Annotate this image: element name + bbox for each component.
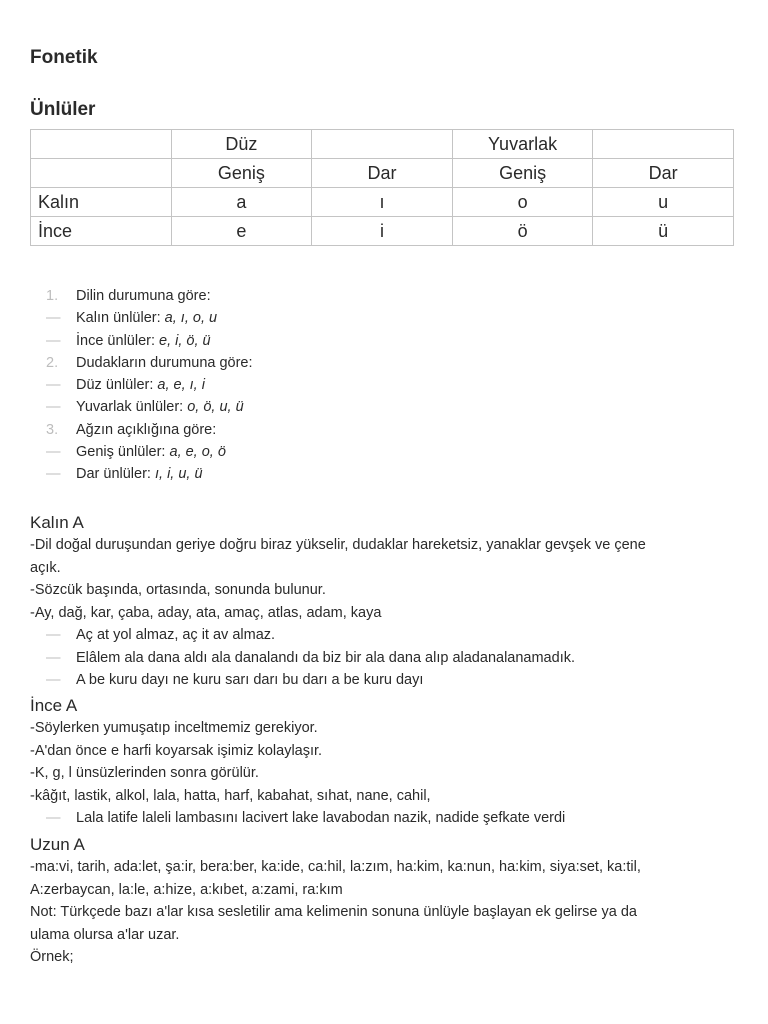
table-cell: ü — [593, 217, 734, 246]
section-kalin-a — [30, 512, 742, 692]
paragraph-line: -Ay, dağ, kar, çaba, aday, ata, amaç, atlas, adam, kaya — [30, 604, 382, 621]
vowel-table — [30, 129, 734, 246]
paragraph-line: -A'dan önce e harfi koyarsak işimiz kolaylaşır. — [30, 742, 323, 759]
table-cell: a — [171, 188, 312, 217]
section-heading: Ünlüler — [30, 99, 96, 120]
table-cell: i — [312, 217, 453, 246]
table-row — [31, 217, 734, 246]
page-title: Fonetik — [30, 47, 98, 68]
dash-marker: — — [46, 310, 61, 327]
paragraph-line: A:zerbaycan, la:le, a:hize, a:kıbet, a:zami, ra:kım — [30, 881, 343, 898]
paragraph-line: -Sözcük başında, ortasında, sonunda bulunur. — [30, 582, 326, 598]
dash-marker: — — [46, 672, 61, 688]
table-row — [31, 188, 734, 217]
dash-marker: — — [46, 649, 61, 666]
dash-marker: — — [46, 466, 61, 483]
dash-marker: — — [46, 399, 61, 416]
dash-marker: — — [46, 627, 61, 643]
table-cell — [31, 159, 172, 188]
list-item: — Lala latife laleli lambasını lacivert lake lavabodan nazik, nadide şefkate verdi — [30, 807, 742, 830]
vowel-classification-list — [30, 285, 253, 486]
list-item: — A be kuru dayı ne kuru sarı darı bu darı a be kuru dayı — [30, 669, 742, 692]
list-item: — Elâlem ala dana aldı ala danalandı da biz bir ala dana alıp aladanalanamadık. — [30, 647, 742, 670]
list-item: — Yuvarlak ünlüler: o, ö, u, ü — [30, 396, 253, 418]
list-item: — Geniş ünlüler: a, e, o, ö — [30, 441, 253, 463]
list-item: — Aç at yol almaz, aç it av almaz. — [30, 624, 742, 647]
table-cell — [312, 130, 453, 159]
paragraph-line: açık. — [30, 559, 61, 576]
paragraph-line: -kâğıt, lastik, alkol, lala, hatta, harf, kabahat, sıhat, nane, cahil, — [30, 787, 431, 804]
table-cell — [593, 130, 734, 159]
section-uzun-a — [30, 834, 742, 969]
paragraph-line: -Dil doğal duruşundan geriye doğru biraz yükselir, dudaklar hareketsiz, yanaklar gevşek ve çene — [30, 537, 646, 553]
table-cell: Dar — [312, 159, 453, 188]
section-title: İnce A — [30, 696, 78, 715]
list-item: — İnce ünlüler: e, i, ö, ü — [30, 330, 253, 352]
table-cell: o — [452, 188, 593, 217]
section-title: Uzun A — [30, 835, 85, 854]
paragraph-line: Not: Türkçede bazı a'lar kısa sesletilir ama kelimenin sonuna ünlüyle başlayan ek gelirse ya da — [30, 904, 637, 920]
list-item: 1. Dilin durumuna göre: — [30, 285, 253, 307]
dash-marker: — — [46, 332, 61, 349]
table-cell: u — [593, 188, 734, 217]
list-item: — Kalın ünlüler: a, ı, o, u — [30, 307, 253, 329]
section-title: Kalın A — [30, 513, 84, 532]
list-item: — Dar ünlüler: ı, i, u, ü — [30, 463, 253, 485]
section-ince-a — [30, 695, 742, 830]
dash-marker: — — [46, 444, 61, 461]
table-cell: ö — [452, 217, 593, 246]
table-cell: e — [171, 217, 312, 246]
table-cell — [31, 130, 172, 159]
table-cell: İnce — [31, 217, 172, 246]
list-number: 1. — [46, 288, 59, 304]
paragraph-line: -ma:vi, tarih, ada:let, şa:ir, bera:ber, ka:ide, ca:hil, la:zım, ha:kim, ka:nun, ha:kim, siya:set, ka:til, — [30, 859, 641, 875]
table-row — [31, 159, 734, 188]
table-cell: Düz — [171, 130, 312, 159]
list-item: — Düz ünlüler: a, e, ı, i — [30, 374, 253, 396]
table-cell: Geniş — [452, 159, 593, 188]
paragraph-line: -Söylerken yumuşatıp inceltmemiz gerekiyor. — [30, 720, 318, 736]
dash-marker: — — [46, 377, 61, 394]
table-cell: Kalın — [31, 188, 172, 217]
table-cell: Geniş — [171, 159, 312, 188]
paragraph-line: -K, g, l ünsüzlerinden sonra görülür. — [30, 765, 259, 781]
table-row — [31, 130, 734, 159]
table-cell: Dar — [593, 159, 734, 188]
table-cell: Yuvarlak — [452, 130, 593, 159]
list-number: 3. — [46, 421, 59, 438]
list-item: 2. Dudakların durumuna göre: — [30, 352, 253, 374]
paragraph-line: Örnek; — [30, 949, 74, 965]
paragraph-line: ulama olursa a'lar uzar. — [30, 926, 180, 943]
table-cell: ı — [312, 188, 453, 217]
list-number: 2. — [46, 354, 59, 371]
list-item: 3. Ağzın açıklığına göre: — [30, 419, 253, 441]
dash-marker: — — [46, 810, 61, 826]
